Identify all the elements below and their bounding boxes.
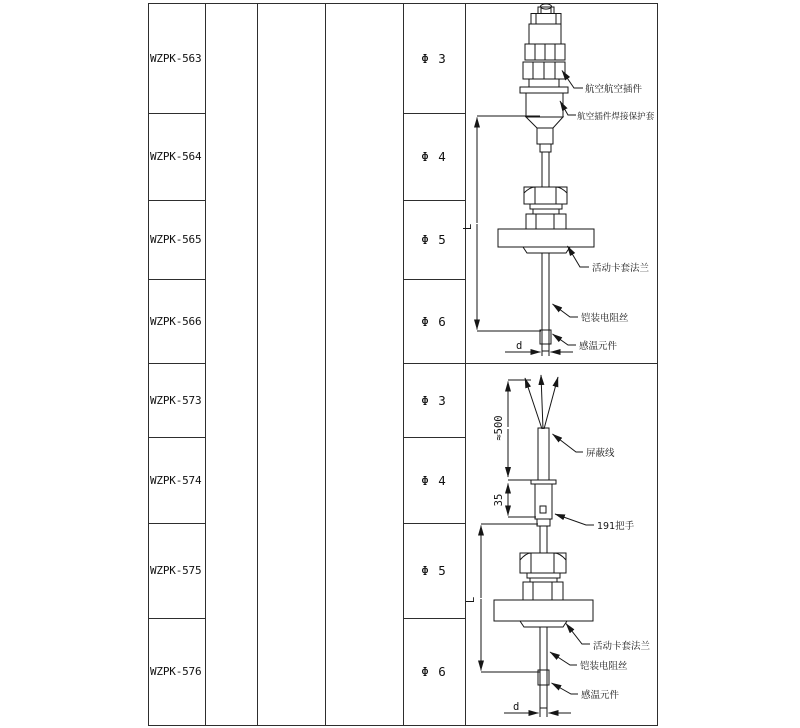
callout-191-handle: 191把手 [597, 521, 635, 532]
sensor-body [498, 4, 594, 356]
model-cell [149, 363, 205, 437]
diameter-label: Φ 3 [421, 50, 447, 66]
sensor-body [494, 375, 593, 717]
callout-movable-ferrule-flange: 活动卡套法兰 [592, 263, 650, 274]
table-border-bottom [148, 725, 658, 726]
diameter-cell [404, 113, 464, 200]
callout-armored-resistance-wire: 铠装电阻丝 [580, 661, 628, 672]
diameter-cell [404, 3, 464, 113]
callout-sensing-element: 感温元件 [581, 690, 620, 701]
model-label: WZPK-565 [150, 233, 202, 246]
diameter-label: Φ 4 [421, 149, 447, 164]
model-cell [149, 437, 205, 523]
callout-shield-wire: 屏蔽线 [586, 448, 615, 459]
dimension-handle-length [493, 480, 536, 517]
rtd-diagram-plug-type [462, 3, 657, 363]
diameter-label: Φ 4 [421, 472, 447, 488]
model-label: WZPK-563 [150, 51, 202, 65]
column-divider [325, 3, 326, 725]
callout-sensing-element: 感温元件 [579, 341, 618, 352]
diameter-label: Φ 6 [421, 664, 447, 679]
model-cell [149, 200, 205, 279]
model-cell [149, 3, 205, 113]
diameter-label: Φ 5 [421, 563, 447, 578]
diameter-cell [404, 618, 464, 725]
column-divider [205, 3, 206, 725]
table-border-right [657, 3, 658, 725]
diameter-cell [404, 200, 464, 279]
model-label: WZPK-573 [150, 393, 202, 407]
dim-length-label: L [462, 223, 474, 231]
model-label: WZPK-574 [150, 473, 202, 487]
rtd-diagram-cable-type [465, 363, 657, 725]
model-label: WZPK-564 [150, 150, 202, 163]
dim-length-label: L [465, 596, 477, 604]
model-cell [149, 279, 205, 363]
diameter-cell [404, 279, 464, 363]
dimension-L [465, 524, 540, 672]
diameter-label: Φ 5 [421, 232, 447, 247]
callout-movable-ferrule-flange: 活动卡套法兰 [593, 641, 651, 652]
dimension-d [504, 701, 571, 713]
model-cell [149, 523, 205, 618]
dimension-cable-length [493, 380, 531, 477]
dimension-L [462, 116, 541, 331]
diameter-cell [404, 437, 464, 523]
callouts [553, 71, 655, 353]
diameter-cell [404, 523, 464, 618]
model-cell [149, 113, 205, 200]
dim-handle-length-label: 35 [493, 493, 505, 507]
dim-cable-length-label: ≈500 [493, 415, 505, 441]
diameter-cell [404, 363, 464, 437]
dim-diameter-label: d [516, 340, 523, 352]
model-label: WZPK-576 [150, 665, 202, 678]
column-divider [257, 3, 258, 725]
callout-plug-protective-sleeve: 航空插件焊接保护套 [577, 112, 655, 122]
callout-aviation-plug: 航空航空插件 [585, 84, 643, 95]
model-label: WZPK-566 [150, 314, 202, 328]
diameter-label: Φ 3 [421, 392, 447, 408]
model-label: WZPK-575 [150, 564, 202, 577]
diameter-label: Φ 6 [421, 313, 447, 329]
callout-armored-resistance-wire: 铠装电阻丝 [581, 313, 629, 324]
callouts [550, 434, 651, 701]
dim-diameter-label: d [513, 701, 520, 713]
model-cell [149, 618, 205, 725]
